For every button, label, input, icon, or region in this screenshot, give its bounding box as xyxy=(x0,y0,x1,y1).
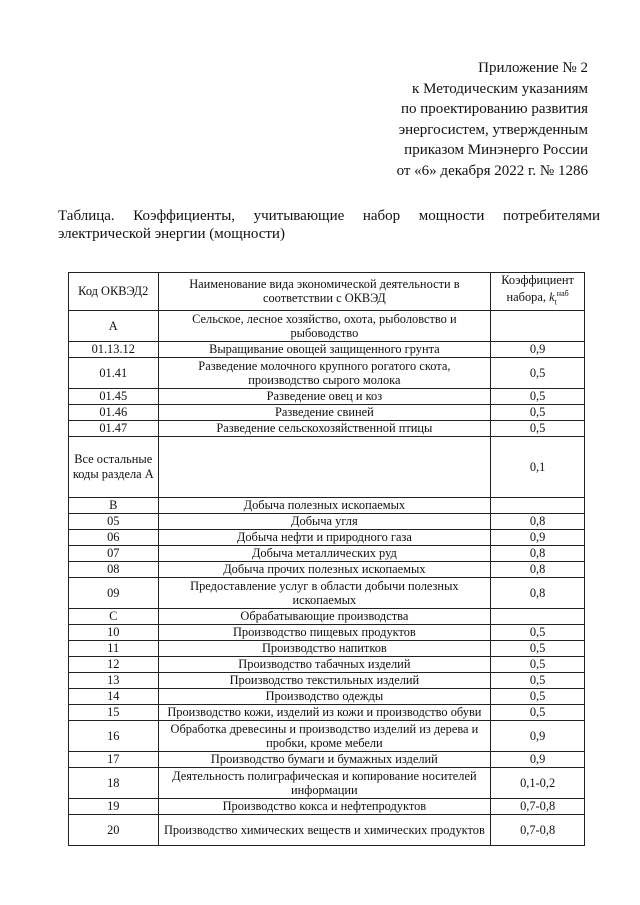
cell-coef: 0,5 xyxy=(491,624,585,640)
cell-coef: 0,5 xyxy=(491,404,585,420)
cell-name: Производство напитков xyxy=(158,640,491,656)
cell-code: 15 xyxy=(69,704,159,720)
cell-code: 01.46 xyxy=(69,404,159,420)
cell-code: 19 xyxy=(69,798,159,814)
cell-name: Производство кокса и нефтепродуктов xyxy=(158,798,491,814)
table-row xyxy=(69,814,585,845)
cell-code: 13 xyxy=(69,672,159,688)
cell-name: Деятельность полиграфическая и копирование носителей информации xyxy=(158,767,491,798)
table-row xyxy=(69,310,585,341)
cell-coef xyxy=(491,608,585,624)
table-row xyxy=(69,545,585,561)
cell-name: Обработка древесины и производство изделий из дерева и пробки, кроме мебели xyxy=(158,720,491,751)
table-row xyxy=(69,388,585,404)
appendix-line: по проектированию развития xyxy=(400,101,588,117)
cell-code: 11 xyxy=(69,640,159,656)
cell-code: 18 xyxy=(69,767,159,798)
cell-coef: 0,9 xyxy=(491,341,585,357)
table-row xyxy=(69,497,585,513)
cell-name: Производство кожи, изделий из кожи и производство обуви xyxy=(158,704,491,720)
cell-code: 01.41 xyxy=(69,357,159,388)
table-header-row xyxy=(69,273,585,311)
cell-name xyxy=(158,436,491,497)
cell-coef: 0,5 xyxy=(491,357,585,388)
cell-code: 08 xyxy=(69,561,159,577)
cell-coef: 0,8 xyxy=(491,545,585,561)
table-row xyxy=(69,341,585,357)
cell-name: Производство одежды xyxy=(158,688,491,704)
cell-name: Производство табачных изделий xyxy=(158,656,491,672)
cell-coef: 0,5 xyxy=(491,672,585,688)
cell-code: 05 xyxy=(69,513,159,529)
cell-code: 01.45 xyxy=(69,388,159,404)
cell-coef: 0,8 xyxy=(491,561,585,577)
cell-name: Добыча угля xyxy=(158,513,491,529)
table-row xyxy=(69,640,585,656)
cell-coef: 0,8 xyxy=(491,577,585,608)
table-row xyxy=(69,688,585,704)
cell-coef: 0,9 xyxy=(491,720,585,751)
cell-name: Производство текстильных изделий xyxy=(158,672,491,688)
header-coef-label: Коэффициент набора, xyxy=(501,273,574,305)
cell-name: Производство бумаги и бумажных изделий xyxy=(158,751,491,767)
cell-code: 01.47 xyxy=(69,420,159,436)
cell-coef: 0,7-0,8 xyxy=(491,798,585,814)
cell-name: Добыча прочих полезных ископаемых xyxy=(158,561,491,577)
table-row xyxy=(69,704,585,720)
table-row xyxy=(69,436,585,497)
table-row xyxy=(69,751,585,767)
table-row xyxy=(69,577,585,608)
cell-name: Добыча металлических руд xyxy=(158,545,491,561)
cell-coef: 0,5 xyxy=(491,688,585,704)
header-coef xyxy=(491,273,585,311)
cell-code: 17 xyxy=(69,751,159,767)
table-caption: Таблица. Коэффициенты, учитывающие набор мощности потребителями электрической энергии (мощности) xyxy=(58,208,600,242)
cell-code: 01.13.12 xyxy=(69,341,159,357)
cell-name: Разведение овец и коз xyxy=(158,388,491,404)
cell-code: 10 xyxy=(69,624,159,640)
cell-coef: 0,5 xyxy=(491,704,585,720)
cell-name: Разведение сельскохозяйственной птицы xyxy=(158,420,491,436)
table-row xyxy=(69,720,585,751)
table-row xyxy=(69,798,585,814)
table-row xyxy=(69,357,585,388)
table-row xyxy=(69,561,585,577)
header-code: Код ОКВЭД2 xyxy=(69,273,159,311)
cell-name: Выращивание овощей защищенного грунта xyxy=(158,341,491,357)
cell-coef: 0,7-0,8 xyxy=(491,814,585,845)
cell-coef: 0,1 xyxy=(491,436,585,497)
table-row xyxy=(69,672,585,688)
cell-coef: 0,9 xyxy=(491,751,585,767)
table-row xyxy=(69,513,585,529)
cell-name: Производство химических веществ и химических продуктов xyxy=(158,814,491,845)
appendix-line: к Методическим указаниям xyxy=(412,80,588,97)
cell-coef: 0,1-0,2 xyxy=(491,767,585,798)
cell-code: Все остальные коды раздела А xyxy=(69,436,159,497)
cell-code: 09 xyxy=(69,577,159,608)
cell-coef: 0,5 xyxy=(491,656,585,672)
cell-name: Обрабатывающие производства xyxy=(158,608,491,624)
cell-name: Сельское, лесное хозяйство, охота, рыболовство и рыбоводство xyxy=(158,310,491,341)
cell-name: Добыча полезных ископаемых xyxy=(158,497,491,513)
table-row xyxy=(69,420,585,436)
table-row xyxy=(69,529,585,545)
table-row xyxy=(69,404,585,420)
cell-name: Разведение свиней xyxy=(158,404,491,420)
cell-coef xyxy=(491,497,585,513)
appendix-line: Приложение № 2 xyxy=(478,60,588,76)
cell-coef: 0,5 xyxy=(491,640,585,656)
cell-coef: 0,5 xyxy=(491,388,585,404)
table-row xyxy=(69,656,585,672)
header-name: Наименование вида экономической деятельности в соответствии с ОКВЭД xyxy=(158,273,491,311)
table-row xyxy=(69,767,585,798)
appendix-line: энергосистем, утвержденным xyxy=(398,121,588,138)
cell-name: Производство пищевых продуктов xyxy=(158,624,491,640)
cell-name: Предоставление услуг в области добычи полезных ископаемых xyxy=(158,577,491,608)
cell-name: Добыча нефти и природного газа xyxy=(158,529,491,545)
cell-coef: 0,9 xyxy=(491,529,585,545)
cell-coef xyxy=(491,310,585,341)
cell-code: В xyxy=(69,497,159,513)
cell-coef: 0,5 xyxy=(491,420,585,436)
cell-code: 07 xyxy=(69,545,159,561)
cell-code: 14 xyxy=(69,688,159,704)
cell-coef: 0,8 xyxy=(491,513,585,529)
cell-code: 16 xyxy=(69,720,159,751)
cell-code: 20 xyxy=(69,814,159,845)
appendix-line: приказом Минэнерго России xyxy=(404,142,588,158)
appendix-header xyxy=(348,58,588,181)
cell-code: 06 xyxy=(69,529,159,545)
table-row xyxy=(69,624,585,640)
cell-name: Разведение молочного крупного рогатого скота, производство сырого молока xyxy=(158,357,491,388)
appendix-line: от «6» декабря 2022 г. № 1286 xyxy=(396,162,588,179)
cell-code: 12 xyxy=(69,656,159,672)
header-coef-sup: наб xyxy=(556,289,569,298)
cell-code: А xyxy=(69,310,159,341)
table-row xyxy=(69,608,585,624)
header-coef-symbol: k xyxy=(549,290,555,305)
coefficients-table xyxy=(68,272,585,846)
header-coef-sub: t xyxy=(554,297,557,307)
cell-code: С xyxy=(69,608,159,624)
